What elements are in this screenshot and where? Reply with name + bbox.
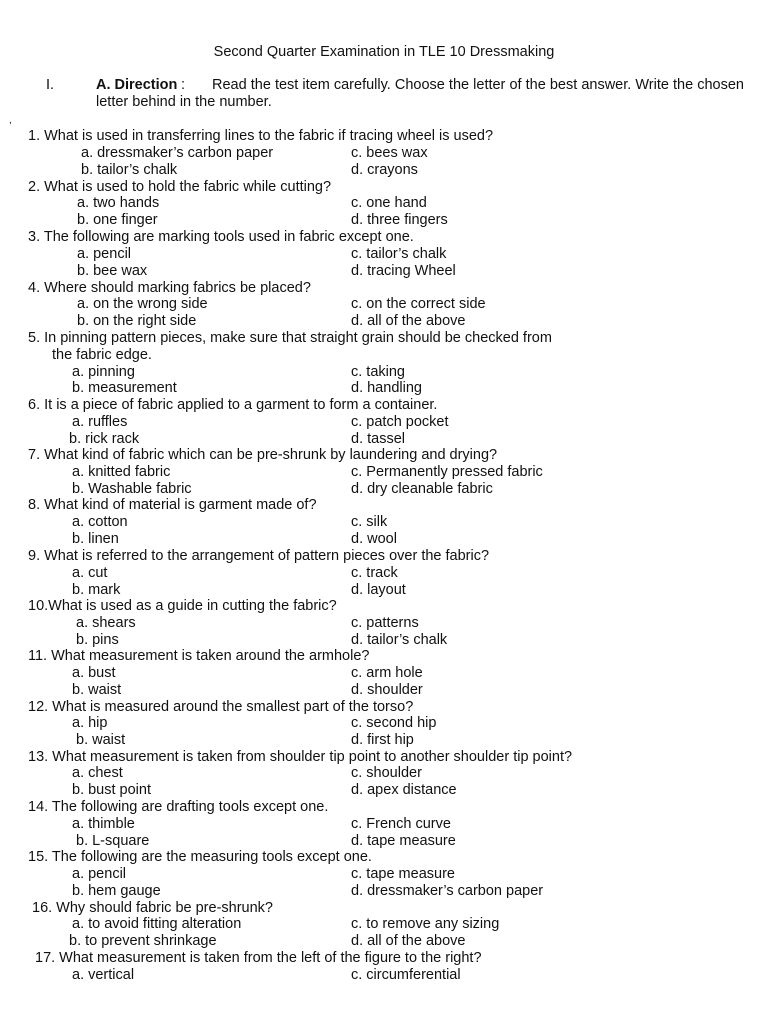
option-d: d. tailor’s chalk	[351, 631, 448, 648]
option-d: d. handling	[351, 380, 422, 397]
question-11	[0, 648, 768, 698]
question-8	[0, 497, 768, 547]
question-stem: 1. What is used in transferring lines to the fabric if tracing wheel is used?	[28, 128, 494, 144]
option-a: a. on the wrong side	[77, 296, 208, 313]
question-stem: 14. The following are drafting tools except one.	[28, 799, 329, 815]
option-d: d. first hip	[351, 732, 414, 749]
option-a: a. vertical	[72, 966, 135, 983]
option-a: a. pinning	[72, 363, 135, 380]
direction-colon: :	[181, 77, 186, 93]
option-c: c. taking	[351, 363, 405, 380]
question-stem: 16. Why should fabric be pre-shrunk?	[32, 899, 273, 916]
option-a: a. to avoid fitting alteration	[72, 916, 242, 933]
option-d: d. shoulder	[351, 681, 423, 698]
option-b: b. rick rack	[69, 430, 140, 447]
question-17	[0, 950, 768, 984]
question-stem: 10.What is used as a guide in cutting the fabric?	[28, 598, 337, 614]
option-b: b. waist	[72, 681, 122, 698]
question-stem: 7. What kind of fabric which can be pre-shrunk by laundering and drying?	[28, 447, 498, 463]
option-d: d. wool	[351, 530, 397, 547]
option-c: c. bees wax	[351, 144, 428, 161]
option-b: b. L-square	[76, 832, 150, 849]
exam-title: Second Quarter Examination in TLE 10 Dressmaking	[213, 44, 555, 60]
option-d: d. dressmaker’s carbon paper	[351, 882, 544, 899]
option-b: b. bust point	[72, 782, 151, 799]
option-c: c. French curve	[351, 815, 451, 832]
option-a: a. cotton	[72, 513, 128, 530]
question-5	[0, 330, 768, 397]
stray-mark: ,	[9, 115, 12, 126]
option-c: c. one hand	[351, 195, 427, 212]
question-12	[0, 699, 768, 749]
option-d: d. dry cleanable fabric	[351, 480, 493, 497]
question-10	[0, 598, 768, 648]
option-c: c. arm hole	[351, 664, 423, 681]
option-a: a. knitted fabric	[72, 463, 171, 480]
option-a: a. shears	[76, 614, 136, 631]
question-stem: 2. What is used to hold the fabric while cutting?	[28, 178, 332, 195]
option-c: c. Permanently pressed fabric	[351, 463, 543, 480]
question-stem: 4. Where should marking fabrics be placed?	[28, 279, 311, 296]
option-b: b. measurement	[72, 380, 177, 397]
option-b: b. waist	[76, 732, 126, 749]
option-a: a. pencil	[77, 245, 132, 262]
option-b: b. hem gauge	[72, 882, 161, 899]
option-d: d. tracing Wheel	[351, 262, 456, 279]
option-b: b. mark	[72, 581, 121, 598]
option-b: b. to prevent shrinkage	[69, 933, 217, 950]
question-stem: 15. The following are the measuring tools except one.	[28, 849, 372, 865]
option-c: c. track	[351, 564, 398, 581]
question-stem: 12. What is measured around the smallest part of the torso?	[28, 698, 414, 715]
option-a: a. pencil	[72, 865, 127, 882]
question-stem: 17. What measurement is taken from the left of the figure to the right?	[35, 950, 482, 966]
question-stem: 5. In pinning pattern pieces, make sure that straight grain should be checked from	[28, 330, 552, 346]
option-d: d. tassel	[351, 430, 405, 447]
option-c: c. patterns	[351, 614, 419, 631]
option-a: a. bust	[72, 664, 116, 681]
option-c: c. shoulder	[351, 765, 422, 782]
question-3	[0, 229, 768, 279]
option-c: c. patch pocket	[351, 413, 449, 430]
question-2	[0, 179, 768, 229]
option-d: d. tape measure	[351, 832, 456, 849]
option-d: d. layout	[351, 581, 406, 598]
question-1	[0, 128, 768, 178]
option-a: a. two hands	[77, 195, 160, 212]
question-stem: 11. What measurement is taken around the armhole?	[28, 648, 370, 664]
option-d: d. crayons	[351, 161, 418, 178]
direction-label: A. Direction	[96, 77, 178, 93]
option-b: b. pins	[76, 631, 119, 648]
option-b: b. bee wax	[77, 262, 148, 279]
option-a: a. thimble	[72, 815, 135, 832]
option-d: d. three fingers	[351, 212, 448, 229]
option-c: c. silk	[351, 513, 388, 530]
section-number: I.	[46, 77, 55, 93]
option-a: a. dressmaker’s carbon paper	[81, 144, 274, 161]
option-a: a. cut	[72, 564, 108, 581]
direction-text: Read the test item carefully. Choose the letter of the best answer. Write the chosen letter behind in the number.	[96, 77, 744, 110]
option-c: c. circumferential	[351, 966, 461, 983]
option-a: a. ruffles	[72, 413, 128, 430]
question-stem: 13. What measurement is taken from shoulder tip point to another shoulder tip point?	[28, 748, 573, 765]
option-c: c. to remove any sizing	[351, 916, 500, 933]
option-b: b. Washable fabric	[72, 480, 192, 497]
option-c: c. tape measure	[351, 865, 455, 882]
question-stem: 3. The following are marking tools used in fabric except one.	[28, 229, 414, 245]
option-d: d. all of the above	[351, 933, 466, 950]
option-c: c. tailor’s chalk	[351, 245, 447, 262]
question-stem: 9. What is referred to the arrangement of pattern pieces over the fabric?	[28, 548, 490, 564]
question-stem: 6. It is a piece of fabric applied to a garment to form a container.	[28, 397, 438, 413]
question-4	[0, 280, 768, 330]
question-7	[0, 447, 768, 497]
option-c: c. second hip	[351, 715, 437, 732]
option-d: d. apex distance	[351, 782, 457, 799]
option-a: a. hip	[72, 715, 108, 732]
question-stem: 8. What kind of material is garment made of?	[28, 497, 317, 513]
question-6	[0, 397, 768, 447]
question-9	[0, 548, 768, 598]
option-a: a. chest	[72, 765, 123, 782]
option-d: d. all of the above	[351, 313, 466, 330]
option-b: b. on the right side	[77, 313, 197, 330]
question-13	[0, 749, 768, 799]
question-16	[0, 900, 768, 950]
option-b: b. one finger	[77, 212, 158, 229]
option-c: c. on the correct side	[351, 296, 486, 313]
option-b: b. linen	[72, 530, 119, 547]
question-15	[0, 849, 768, 899]
option-b: b. tailor’s chalk	[81, 161, 178, 178]
question-14	[0, 799, 768, 849]
question-stem-continued: the fabric edge.	[52, 346, 152, 363]
